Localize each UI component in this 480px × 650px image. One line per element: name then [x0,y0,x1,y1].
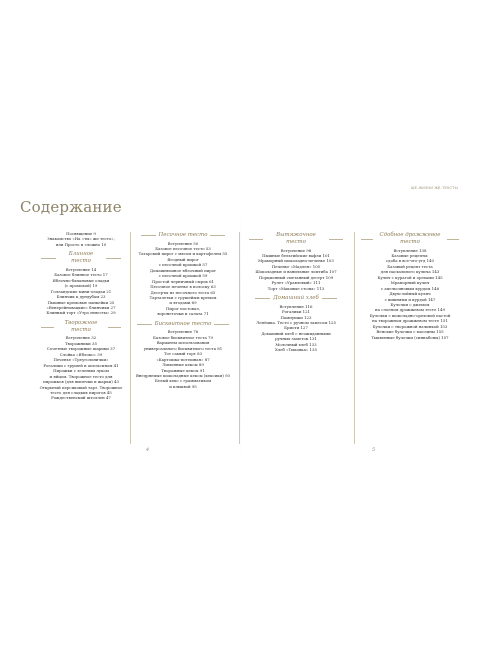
toc-entry[interactable]: пирожков (для выпечки и жарки) 43 [43,379,119,385]
column-divider [354,232,355,444]
toc-entry[interactable]: Базовый рецепт теста [387,263,433,269]
toc-entry[interactable]: Творожные кексы 91 [161,367,205,373]
toc-entry[interactable]: Лепёшка. Тесто с ручном замесом 125 [255,319,337,325]
column-divider [239,232,240,444]
toc-entry[interactable]: Рогалики с грушей и апельсином 41 [43,362,119,368]
toc-entry[interactable]: Вступление 98 [280,247,312,253]
toc-entry[interactable]: Венские булочки с маслины 155 [376,329,444,335]
toc-column-4 [358,232,462,340]
toc-entry[interactable]: Кулич с курагой и орехами 145 [377,274,443,280]
section-heading [38,251,124,265]
toc-entry[interactable]: Шоколадные и ванильные ломтиба 107 [255,269,337,275]
toc-entry[interactable]: Порционный сметанный десерт 109 [258,274,334,280]
toc-entry[interactable]: Тарталетки с грушейым кремом [149,295,217,301]
toc-entry[interactable]: Базовое бисквитное теста 79 [153,334,213,340]
toc-entry[interactable]: Печенье «Мадлен» 105 [271,263,321,269]
toc-entry[interactable]: универсального бисквитного теста 81 [143,345,223,351]
toc-entry[interactable]: на слоеном дрожжевом тесте 149 [375,307,445,313]
toc-entry[interactable]: (с промокой) 19 [64,283,98,289]
section-heading [133,232,233,239]
toc-entry[interactable]: Двухслойный кулич [389,291,431,297]
toc-entry[interactable]: Внедряемые шоколадные кексы (кексики) 93 [135,372,231,378]
toc-entry[interactable]: Посвящение 9 [66,231,96,236]
section-heading [246,232,346,246]
toc-entry[interactable]: Лимонные кексы 89 [162,362,204,368]
toc-entry[interactable]: Варианты использования [156,340,210,346]
page-number-left: 4 [146,447,150,453]
section-heading [38,320,124,334]
toc-entry[interactable]: Домашнюшное яблочный пирог [149,267,217,273]
toc-entry[interactable]: Простой черничный сырок 61 [151,278,215,284]
heading-rule [361,239,373,240]
heading-rule [41,258,56,259]
toc-entry[interactable]: Печенье «Треугольнички» [53,357,109,363]
toc-entry[interactable]: с песочной крошкой 59 [158,273,208,279]
toc-entry[interactable]: Белый кекс с грамматиком [154,378,212,384]
toc-entry[interactable]: Базовое песочное тесто 53 [155,245,211,251]
column-divider [130,232,131,444]
toc-entry[interactable]: Десерты из песочного теста 65 [150,289,216,295]
heading-rule [447,239,459,240]
toc-entry[interactable]: «Картошка-потешная» 87 [156,356,210,362]
toc-entry[interactable]: Блинчик к дундубам 23 [56,294,106,300]
section-heading-text: Сдобное дрожжевое тесто [379,232,441,245]
toc-entry[interactable]: Слойка «Яблоко» 39 [59,351,103,357]
toc-entry[interactable]: Рогалики 121 [281,309,311,315]
toc-entry[interactable]: «Венерейновацкие» блинчики 27 [46,305,116,311]
toc-entry[interactable]: Торт «Маковые столы» 113 [267,285,325,291]
toc-entry[interactable]: Базовое блинное тесто 17 [54,272,108,278]
toc-entry[interactable]: Сочетные творожные шарики 37 [46,346,116,352]
toc-entry[interactable]: Ягодный пирог [167,256,199,262]
toc-entry[interactable]: Вступление 116 [279,303,313,309]
section-heading-text: Бисквитное тесто [154,320,212,327]
toc-entry[interactable]: воронеточки и салата 71 [157,311,209,317]
toc-entry[interactable]: с апельсиновым курдом 146 [380,285,440,291]
heading-rule [322,298,337,299]
toc-column-1 [38,231,124,401]
toc-entry[interactable]: Вступление 50 [167,240,199,246]
toc-entry[interactable]: Булочки с шоколадно-ореховой пастой [369,312,451,318]
toc-entry[interactable]: Песочное печенье в полоску 63 [150,284,216,290]
heading-rule [210,235,225,236]
toc-entry[interactable]: Пирог постовал, [166,305,200,311]
section-heading-text: Блинное тесто [68,251,94,265]
section-heading-text: Домашний хлеб [273,295,319,302]
toc-entry[interactable]: ручных заметок 131 [275,336,317,342]
toc-entry[interactable]: Голландские мини-оладьи 21 [50,288,112,294]
section-heading-text: Песочное тесто [158,232,208,238]
toc-entry[interactable]: Тот самый торт 83 [163,351,203,357]
section-heading [246,295,346,302]
toc-entry[interactable]: Пышные бельгийские вафли 101 [262,252,330,258]
section-heading [358,232,462,246]
heading-rule [106,258,121,259]
heading-rule [214,324,229,325]
heading-rule [249,239,263,240]
toc-entry[interactable]: Домашний хлеб с неожиданными [261,330,331,336]
toc-entry[interactable]: Яблочно-банановые оладьи [52,277,110,283]
toc-entry[interactable]: Тыквенные булочки (синнабоны) 157 [371,334,449,340]
running-head: ШЕ-ЖИЗНИ ЖЕ-ТЕКСТЫ [411,186,458,190]
toc-entry[interactable]: с песочной крошкой 57 [158,262,208,268]
toc-entry[interactable]: Открытый персиковый тарт. Творожное [39,384,123,390]
heading-rule [41,327,54,328]
toc-entry[interactable]: Рождественский штоллен 47 [51,395,111,401]
heading-rule [137,324,152,325]
toc-entry[interactable]: Вступление 32 [65,335,97,341]
heading-rule [255,298,270,299]
toc-entry[interactable]: с вишнями и курдой 147 [384,296,436,302]
toc-entry[interactable]: Рулет «Уравлевый» 111 [271,280,321,286]
toc-entry[interactable]: тесто для сладких пирогов 45 [50,389,112,395]
toc-entry[interactable]: Базовые рецепты: [391,252,429,258]
section-heading [133,321,233,328]
toc-entry[interactable]: или Просто и сложно 10 [55,241,107,247]
toc-entry[interactable]: Творожники 35 [65,340,97,346]
toc-entry[interactable]: и ягодами 69 [169,300,197,306]
toc-entry[interactable]: для пасхального кулича 143 [380,269,440,275]
toc-entry[interactable]: Блинный торт «Утро невесты» 29 [46,310,116,316]
toc-column-3 [246,232,346,353]
toc-entry[interactable]: Вступление 138 [393,247,427,253]
toc-entry[interactable]: Булочки с джемом [390,302,430,308]
toc-entry[interactable]: Булочки с творожной начинкой 153 [372,323,448,329]
toc-entry[interactable]: Хлеб «Тыковка» 135 [275,347,317,353]
section-heading-text: Творожное тесто [64,319,98,333]
page-title: Содержание [20,198,122,217]
section-heading-text: Вытяжочное тесто [276,232,316,245]
toc-entry[interactable]: Мраморный кулич [390,280,430,286]
toc-entry[interactable]: на творожном дрожжевом тесте 151 [372,318,448,324]
heading-rule [108,327,121,328]
toc-column-2 [133,232,233,389]
page-number-right: 5 [372,447,376,453]
toc-entry[interactable]: Пирожки с зеленым луком [53,368,109,374]
toc-entry[interactable]: Бриоти 127 [284,325,308,331]
heading-rule [329,239,343,240]
toc-entry[interactable]: и яйцом. Творожное тесто для [49,373,113,379]
toc-entry[interactable]: Пампушки 123 [280,314,312,320]
toc-entry[interactable]: сдоба в все-что-угд 140 [386,258,434,264]
heading-rule [141,235,156,236]
toc-entry[interactable]: Знакомство «На «ты» же тесто», [47,236,115,242]
toc-entry[interactable]: Вступление 76 [167,329,199,335]
toc-entry[interactable]: и клыквой 95 [169,383,197,389]
toc-entry[interactable]: Вступление 14 [65,266,97,272]
toc-entry[interactable]: Татарский пирог с мясом и картофелем 55 [138,251,228,257]
toc-entry[interactable]: Пышные кремовые панкейки 25 [47,299,115,305]
toc-entry[interactable]: Молочный хлеб 133 [275,341,317,347]
toc-entry[interactable]: Мраморный шоколадно-печенье 103 [258,258,334,264]
